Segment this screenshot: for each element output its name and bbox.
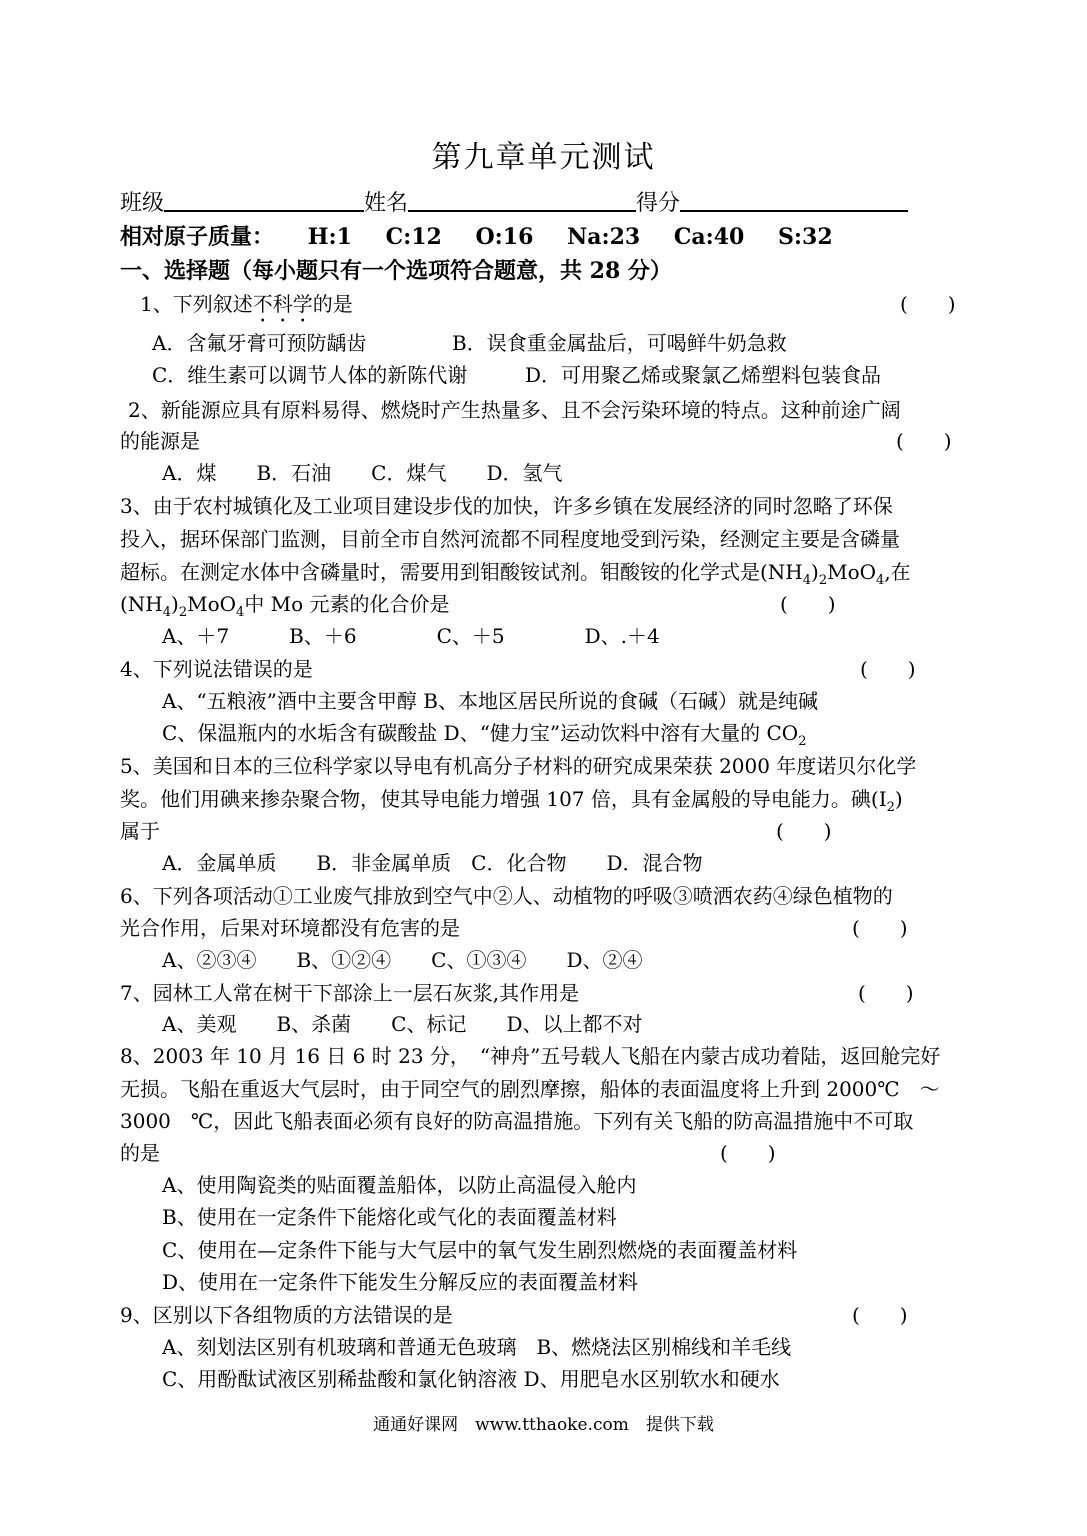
question-8-stem: 8、2003 年 10 月 16 日 6 时 23 分， “神舟”五号载人飞船在内蒙古成功着陆，返回舱完好 [120,1044,941,1068]
question-8-stem-cont: 的是 [120,1141,160,1165]
question-7-stem: 7、园林工人常在树干下部涂上一层石灰浆,其作用是 [120,981,580,1005]
question-3-stem: 3、由于农村城镇化及工业项目建设步伐的加快，许多乡镇在发展经济的同时忽略了环保 [120,494,893,518]
q2-options: A．煤 B．石油 C．煤气 D．氢气 [162,461,563,485]
atomic-mass-item: H:1 [307,224,352,250]
answer-paren: ( ) [860,657,916,681]
question-5-stem: 5、美国和日本的三位科学家以导电有机高分子材料的研究成果荣获 2000 年度诺贝尔化学 [120,754,917,778]
question-5-stem-cont: 奖。他们用碘来掺杂聚合物，使其导电能力增强 107 倍，具有金属般的导电能力。碘$(I_2)$ [120,787,903,815]
page-title: 第九章单元测试 [431,140,656,175]
section-title: 一、选择题（每小题只有一个选项符合题意，共 28 分） [120,258,672,284]
q1-option-d: D．可用聚乙烯或聚氯乙烯塑料包装食品 [525,363,882,387]
answer-paren: ( ) [720,1141,776,1165]
question-6-stem: 6、下列各项活动①工业废气排放到空气中②人、动植物的呼吸③喷洒农药④绿色植物的 [120,884,893,908]
q1-option-a: A．含氟牙膏可预防龋齿 [152,331,367,355]
footer-source: 通通好课网 www.tthaoke.com 提供下载 [373,1415,714,1435]
answer-paren: ( ) [852,916,908,940]
question-9-stem: 9、区别以下各组物质的方法错误的是 [120,1303,453,1327]
question-8-stem-cont: 无损。飞船在重返大气层时，由于同空气的剧烈摩擦，船体的表面温度将上升到 2000℃ ～ [120,1077,940,1101]
question-1-stem: 1、下列叙述不科学的是 [140,292,353,316]
name-blank [408,188,636,212]
q4-options-cd: C、保温瓶内的水垢含有碳酸盐 D、“健力宝”运动饮料中溶有大量的 $CO_2$ [162,721,807,749]
q3-options: A、＋7 B、＋6 C、＋5 D、.＋4 [162,624,660,648]
question-2-stem: 2、新能源应具有原料易得、燃烧时产生热量多、且不会污染环境的特点。这种前途广阔 [128,398,901,422]
q1-option-b: B．误食重金属盐后，可喝鲜牛奶急救 [452,331,787,355]
q9-options-cd: C、用酚酞试液区别稀盐酸和氯化钠溶液 D、用肥皂水区别软水和硬水 [162,1367,780,1391]
q8-option-a: A、使用陶瓷类的贴面覆盖船体，以防止高温侵入舱内 [162,1173,637,1197]
q4-options-ab: A、“五粮液”酒中主要含甲醇 B、本地区居民所说的食碱（石碱）就是纯碱 [162,689,818,713]
question-5-stem-cont: 属于 [120,819,160,843]
question-3-stem-cont: $(NH_4)_2MoO_4$中 Mo 元素的化合价是 [120,592,450,620]
question-8-stem-cont: 3000 ℃，因此飞船表面必须有良好的防高温措施。下列有关飞船的防高温措施中不可取 [120,1109,914,1133]
score-label: 得分 [636,191,681,216]
q1-option-c: C．维生素可以调节人体的新陈代谢 [152,363,468,387]
q6-options: A、②③④ B、①②④ C、①③④ D、②④ [162,948,643,972]
atomic-mass-item: O:16 [475,224,534,250]
atomic-mass-item: Na:23 [567,224,641,250]
q8-option-c: C、使用在—定条件下能与大气层中的氧气发生剧烈燃烧的表面覆盖材料 [162,1238,798,1262]
atomic-mass-row [120,220,859,251]
answer-paren: ( ) [852,1303,908,1327]
class-blank [164,188,364,212]
q9-options-ab: A、刻划法区别有机玻璃和普通无色玻璃 B、燃烧法区别棉线和羊毛线 [162,1335,792,1359]
q5-options: A．金属单质 B．非金属单质 C．化合物 D．混合物 [162,851,703,875]
answer-paren: ( ) [780,592,836,616]
answer-paren: ( ) [900,292,956,316]
score-blank [680,188,908,212]
q7-options: A、美观 B、杀菌 C、标记 D、以上都不对 [162,1012,643,1036]
question-2-stem-cont: 的能源是 [120,429,200,453]
q8-option-d: D、使用在一定条件下能发生分解反应的表面覆盖材料 [162,1270,639,1294]
atomic-mass-item: S:32 [778,224,833,250]
atomic-mass-item: Ca:40 [673,224,745,250]
atomic-mass-item: C:12 [385,224,442,250]
answer-paren: ( ) [776,819,832,843]
question-3-stem-cont: 投入，据环保部门监测，目前全市自然河流都不同程度地受到污染，经测定主要是含磷量 [120,527,900,551]
question-6-stem-cont: 光合作用，后果对环境都没有危害的是 [120,916,460,940]
question-3-stem-cont: 超标。在测定水体中含磷量时，需要用到钼酸铵试剂。钼酸铵的化学式是$(NH_4)_2MoO_4$,在 [120,560,911,588]
question-4-stem: 4、下列说法错误的是 [120,657,313,681]
emphasis-text: 不科学 [252,292,313,316]
name-label: 姓名 [364,191,409,216]
class-label: 班级 [120,191,165,216]
answer-paren: ( ) [858,981,914,1005]
atomic-mass-label: 相对原子质量： [120,224,275,250]
q8-option-b: B、使用在一定条件下能熔化或气化的表面覆盖材料 [162,1205,617,1229]
student-info-row [120,186,908,217]
answer-paren: ( ) [896,429,952,453]
